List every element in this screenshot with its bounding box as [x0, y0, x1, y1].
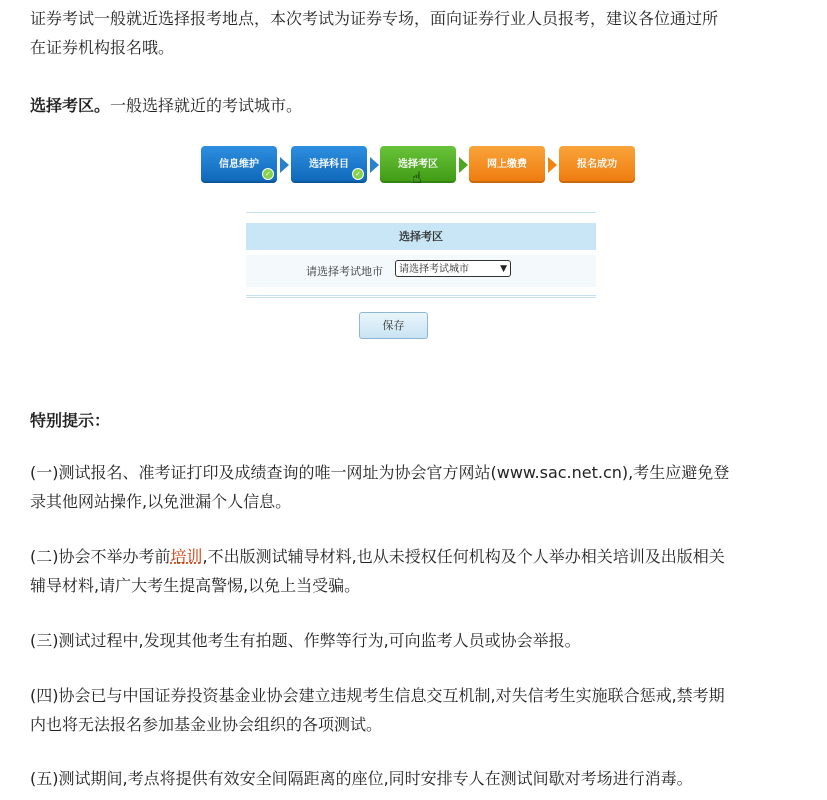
- step-label: 选择考区: [398, 159, 438, 170]
- intro-line-1: 证券考试一般就近选择报考地点，本次考试为证券专场，面向证券行业人员报考，建议各位通过所: [30, 9, 719, 28]
- tip-2: [30, 542, 815, 600]
- check-icon: ✓: [262, 168, 274, 180]
- arrow-right-icon: [370, 157, 379, 173]
- step-label: 报名成功: [577, 159, 617, 170]
- arrow-right-icon: [459, 157, 468, 173]
- arrow-right-icon: [280, 157, 289, 173]
- step-info-maintenance: [201, 146, 277, 183]
- city-select-value: 请选择考试城市: [399, 264, 469, 275]
- city-select[interactable]: [395, 260, 511, 277]
- tip-2-prefix: (二)协会不举办考前: [30, 547, 171, 566]
- hand-cursor-icon: ☝: [412, 168, 422, 187]
- check-icon: ✓: [352, 168, 364, 180]
- section-title: 选择考区。: [30, 96, 111, 115]
- city-label: 请选择考试地市: [306, 265, 383, 278]
- step-online-payment: [469, 146, 545, 183]
- tip-1-line-2: 录其他网站操作,以免泄漏个人信息。: [30, 492, 292, 511]
- select-area-form: [246, 212, 596, 298]
- form-header: 选择考区: [246, 223, 596, 250]
- intro-paragraph: [30, 4, 815, 62]
- tip-4-line-1: (四)协会已与中国证券投资基金业协会建立违规考生信息交互机制,对失信考生实施联合惩戒,禁考期: [30, 686, 725, 705]
- tip-4-line-2: 内也将无法报名参加基金业协会组织的各项测试。: [30, 715, 383, 734]
- save-button[interactable]: 保存: [359, 312, 428, 339]
- step-registration-success: [559, 146, 635, 183]
- tips-title: 特别提示：: [30, 411, 111, 430]
- form-row: [246, 255, 596, 287]
- tip-2-line-2: 辅导材料,请广大考生提高警惕,以免上当受骗。: [30, 576, 361, 595]
- step-select-subject: [291, 146, 367, 183]
- section-desc: 一般选择就近的考试城市。: [110, 96, 303, 115]
- tip-5: (五)测试期间,考点将提供有效安全间隔距离的座位,同时安排专人在测试间歇对考场进行消毒。: [30, 769, 693, 788]
- tip-4: [30, 681, 815, 739]
- training-link[interactable]: 培训: [170, 547, 203, 566]
- chevron-down-icon: ▼: [500, 264, 507, 274]
- arrow-right-icon: [548, 157, 557, 173]
- tip-1: [30, 458, 815, 516]
- step-label: 信息维护: [219, 159, 259, 170]
- tip-1-line-1: (一)测试报名、准考证打印及成绩查询的唯一网址为协会官方网站(www.sac.net.cn),考生应避免登: [30, 463, 730, 482]
- step-label: 选择科目: [309, 159, 349, 170]
- step-label: 网上缴费: [487, 159, 527, 170]
- registration-steps: [201, 146, 641, 186]
- section-heading: [30, 91, 815, 120]
- tip-3: (三)测试过程中,发现其他考生有拍题、作弊等行为,可向监考人员或协会举报。: [30, 631, 581, 650]
- intro-line-2: 在证券机构报名哦。: [30, 38, 175, 57]
- tip-2-rest: ,不出版测试辅导材料,也从未授权任何机构及个人举办相关培训及出版相关: [202, 547, 725, 566]
